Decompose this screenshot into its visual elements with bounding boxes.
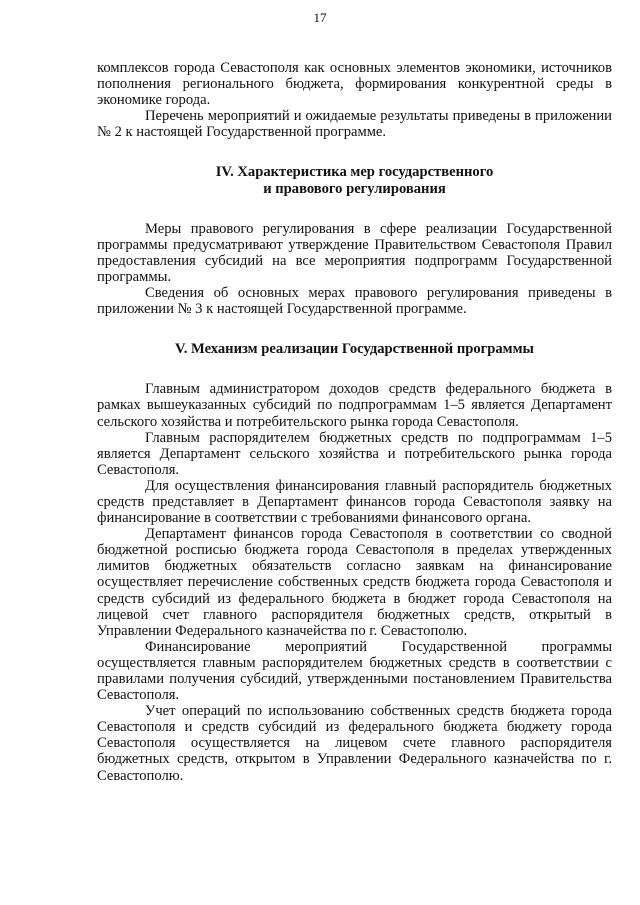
paragraph: Главным распорядителем бюджетных средств по подпрограммам 1–5 является Департамент сельского хозяйства и потребительского рынка города Севастополя. — [97, 429, 612, 478]
paragraph: Сведения об основных мерах правового регулирования приведены в приложении № 3 к настоящей Государственной программе. — [97, 285, 612, 318]
page-number: 17 — [313, 10, 327, 25]
paragraph: Департамент финансов города Севастополя в соответствии со сводной бюджетной росписью бюджета города Севастополя в пределах утвержденных лимитов бюджетных обязательств согласно заявкам на финансирование осуществляет перечисление собственных средств бюджета города Севастополя и средств субсидий из федерального бюджета в бюджет города Севастополя на лицевой счет главного распорядителя бюджетных средств, открытый в Управлении Федерального казначейства по г. Севастополю. — [97, 526, 612, 639]
paragraph: Учет операций по использованию собственных средств бюджета города Севастополя и средств субсидий из федерального бюджета бюджету города Севастополя осуществляется на лицевом счете главного распорядителя бюджетных средств, открытом в Управлении Федерального казначейства по г. Севастополю. — [97, 703, 612, 784]
section-heading-line: и правового регулирования — [263, 180, 446, 197]
paragraph: Меры правового регулирования в сфере реализации Государственной программы предусматривают утверждение Правительством Севастополя Правил предоставления субсидий на все мероприятия подпрограмм Государственной программы. — [97, 220, 612, 285]
section-heading: V. Механизм реализации Государственной программы — [175, 341, 534, 358]
paragraph: Финансирование мероприятий Государственной программы осуществляется главным распорядителем бюджетных средств в соответствии с правилами получения субсидий, утвержденными постановлением Правительства Севастополя. — [97, 638, 612, 704]
intro-section — [97, 60, 612, 140]
section-heading — [97, 164, 612, 196]
document-body — [97, 60, 612, 784]
section-4 — [97, 164, 612, 317]
paragraph: комплексов города Севастополя как основных элементов экономики, источников пополнения регионального бюджета, формирования конкурентной среды в экономике города. — [97, 60, 612, 109]
section-5 — [97, 341, 612, 783]
section-heading-line: IV. Характеристика мер государственного — [215, 164, 494, 181]
paragraph: Главным администратором доходов средств федерального бюджета в рамках вышеуказанных субсидий по подпрограммам 1–5 является Департамент сельского хозяйства и потребительского рынка города Севастополя. — [97, 381, 612, 430]
paragraph: Перечень мероприятий и ожидаемые результаты приведены в приложении № 2 к настоящей Государственной программе. — [97, 108, 612, 141]
paragraph: Для осуществления финансирования главный распорядитель бюджетных средств представляет в Департамент финансов города Севастополя заявку на финансирование в соответствии с требованиями финансового органа. — [97, 477, 612, 527]
